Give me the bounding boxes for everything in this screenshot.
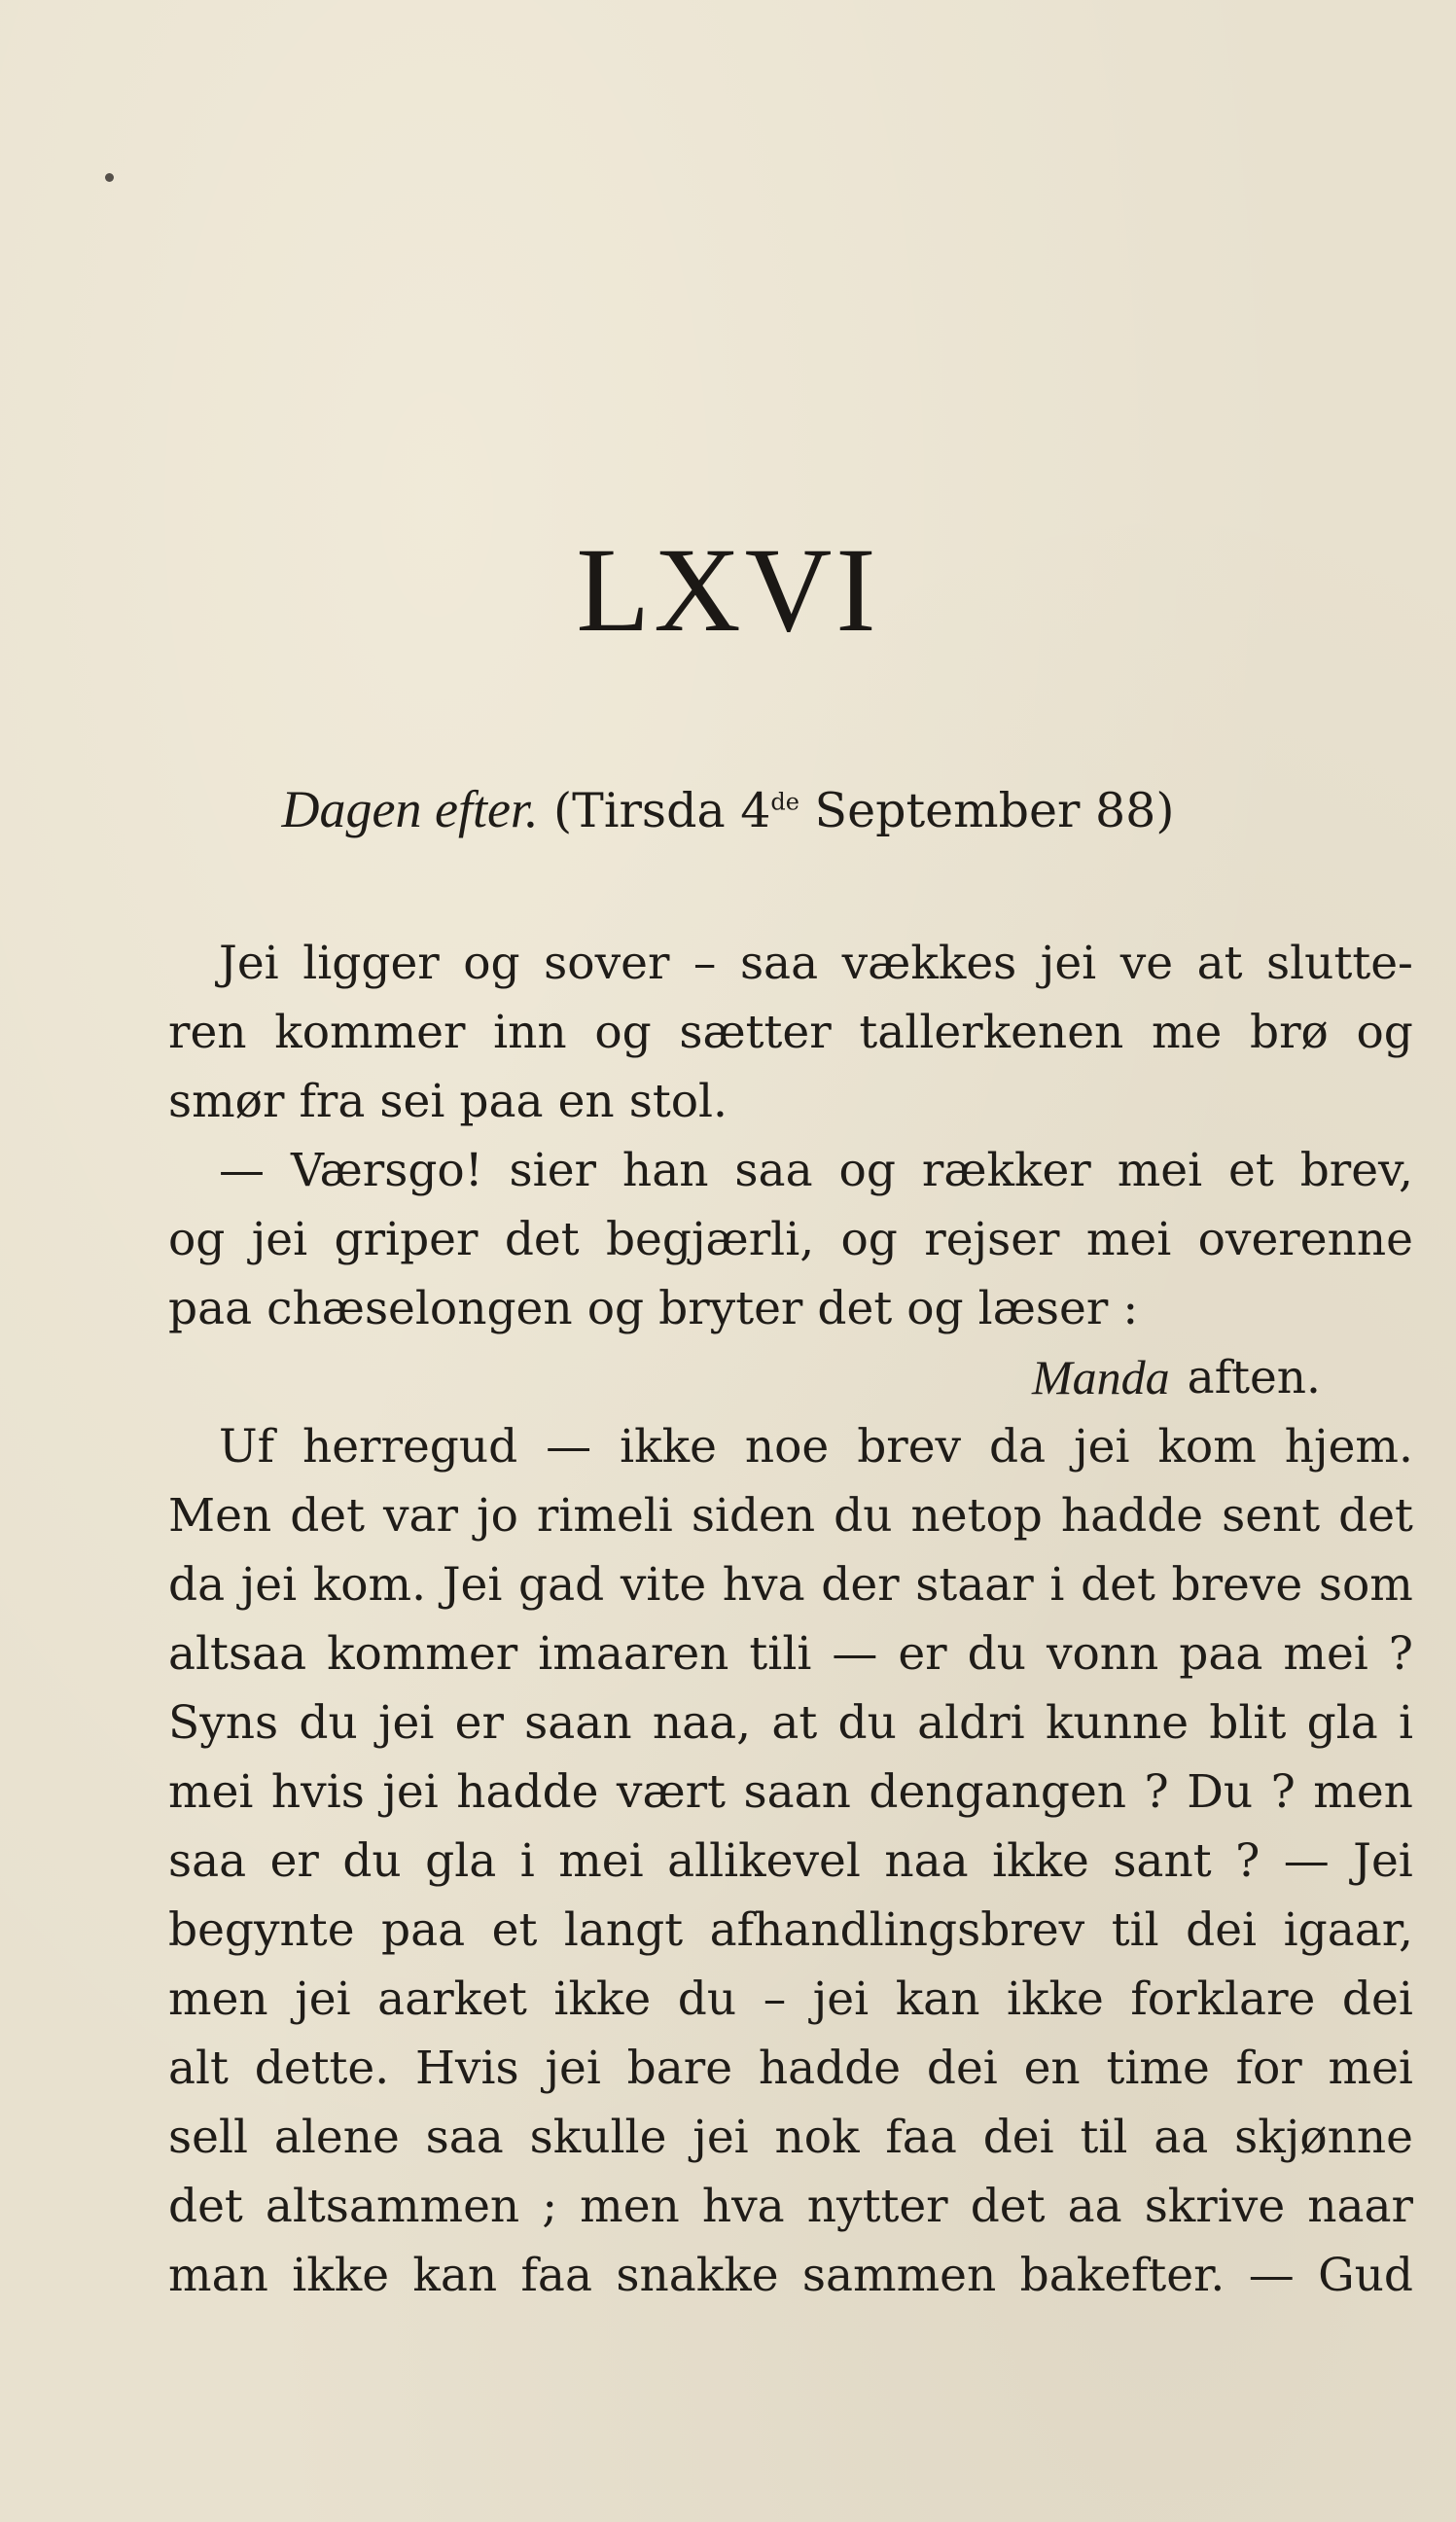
text-line: sell alene saa skulle jei nok faa dei til aa skjønne [168,2111,1413,2164]
body-text [168,929,1413,2310]
text-line: smør fra sei paa en stol. [168,1075,728,1128]
text-line: Syns du jei er saan naa, at du aldri kunne blit gla i [168,1696,1413,1750]
ink-speck [105,173,114,182]
text-line: men jei aarket ikke du – jei kan ikke forklare dei [168,1972,1413,2026]
text-line: Men det var jo rimeli siden du netop hadde sent det [168,1489,1413,1543]
text-line: begynte paa et langt afhandlingsbrev til dei igaar, [168,1903,1413,1957]
text-line: man ikke kan faa snakke sammen bakefter. — Gud [168,2249,1413,2302]
text-line: — Værsgo! sier han saa og rækker mei et brev, [219,1144,1413,1197]
text-line: ren kommer inn og sætter tallerkenen me brø og [168,1006,1413,1059]
chapter-number: LXVI [576,523,880,657]
text-line: paa chæselongen og bryter det og læser : [168,1282,1139,1335]
text-line: og jei griper det begjærli, og rejser mei overenne [168,1213,1413,1266]
text-line: det altsammen ; men hva nytter det aa skrive naar [168,2180,1413,2233]
heading-superscript: de [770,788,799,816]
letter-signature-rest: aften. [1187,1351,1321,1404]
text-line: Jei ligger og sover – saa vækkes jei ve at slutte- [219,937,1413,990]
heading-date: (Tirsda 4de September 88) [553,783,1175,838]
text-line: Uf herregud — ikke noe brev da jei kom hjem. [219,1420,1413,1474]
text-line: mei hvis jei hadde vært saan dengangen ? Du ? men [168,1765,1413,1819]
text-line: altsaa kommer imaaren tili — er du vonn paa mei ? [168,1627,1413,1681]
text-line: da jei kom. Jei gad vite hva der staar i det breve som [168,1558,1413,1612]
text-line: alt dette. Hvis jei bare hadde dei en time for mei [168,2042,1413,2095]
letter-signature-line [168,1343,1413,1412]
chapter-heading [0,778,1456,841]
letter-signature-italic: Manda [1032,1350,1170,1404]
heading-italic: Dagen efter. [281,780,539,838]
text-line: saa er du gla i mei allikevel naa ikke sant ? — Jei [168,1834,1413,1888]
